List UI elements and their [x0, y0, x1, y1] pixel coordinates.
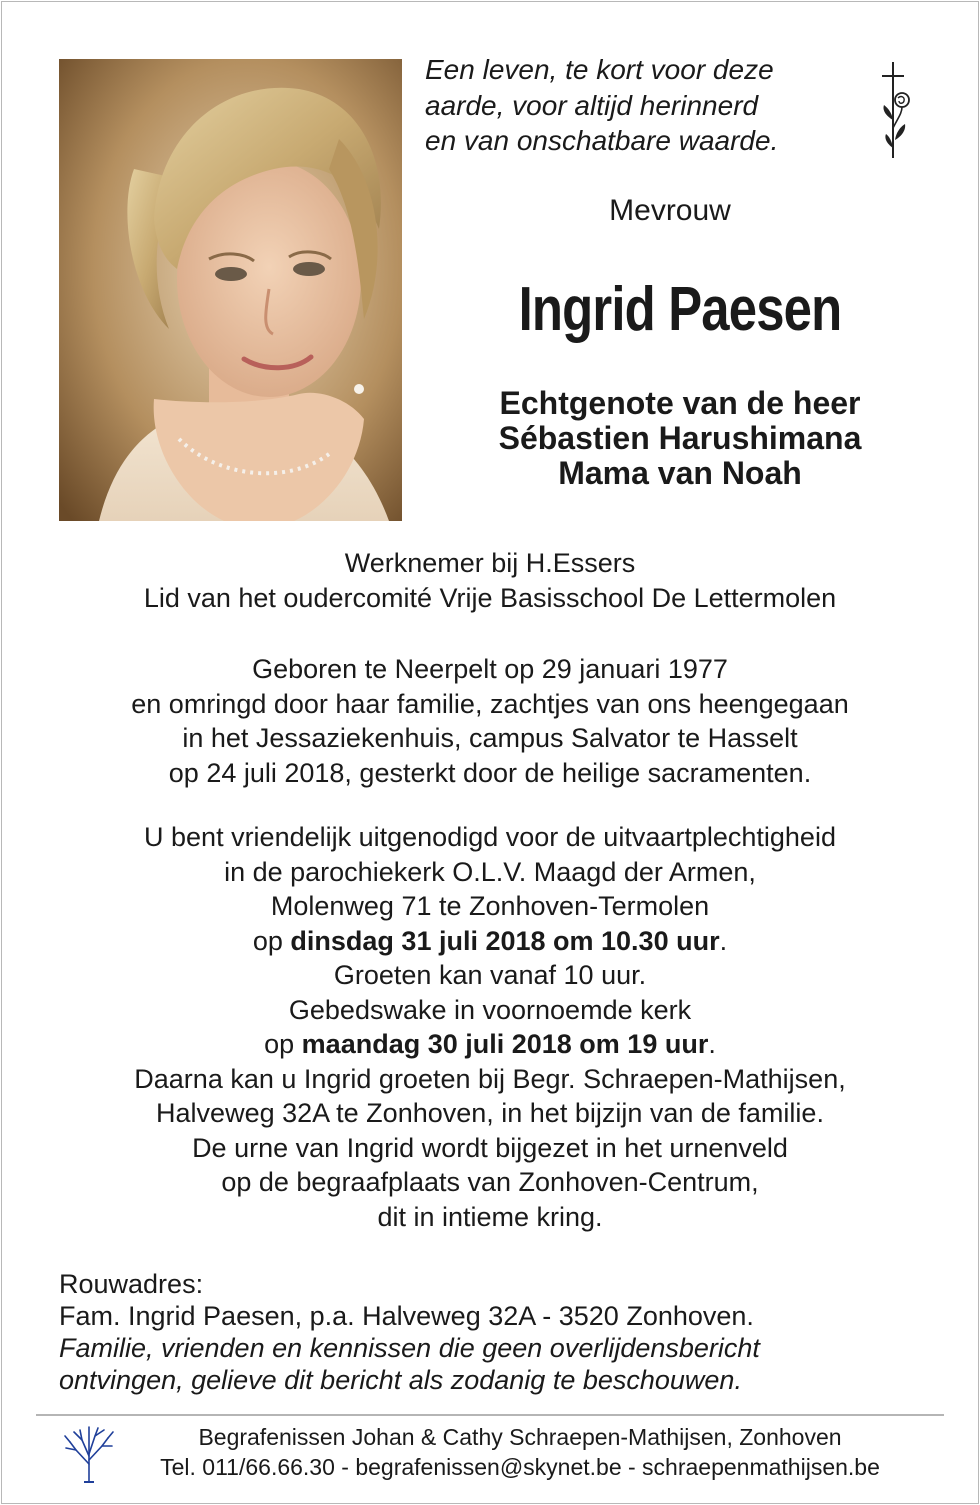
- service-suffix: .: [719, 925, 728, 956]
- wake-prefix: op: [264, 1029, 302, 1059]
- relation-line: Echtgenote van de heer: [499, 385, 861, 421]
- undertaker-contact: Tel. 011/66.66.30 - begrafenissen@skynet.be - schraepenmathijsen.be: [160, 1454, 880, 1480]
- address-label: Rouwadres:: [59, 1269, 204, 1299]
- life-line: op 24 juli 2018, gesterkt door de heilige sacramenten.: [168, 757, 812, 788]
- address-value: Fam. Ingrid Paesen, p.a. Halveweg 32A - 3520 Zonhoven.: [59, 1301, 754, 1331]
- funeral-block: [40, 820, 940, 1234]
- life-line: Geboren te Neerpelt op 29 januari 1977: [252, 654, 728, 684]
- verse-line: en van onschatbare waarde.: [425, 125, 779, 156]
- cross-with-rose-icon: [872, 58, 918, 160]
- funeral-line: De urne van Ingrid wordt bijgezet in het urnenveld: [192, 1132, 788, 1163]
- verse-line: Een leven, te kort voor deze: [425, 54, 774, 85]
- life-line: in het Jessaziekenhuis, campus Salvator te Hasselt: [182, 723, 798, 753]
- undertaker-name: Begrafenissen Johan & Cathy Schraepen-Mathijsen, Zonhoven: [198, 1424, 842, 1450]
- funeral-line: Daarna kan u Ingrid groeten bij Begr. Schraepen-Mathijsen,: [134, 1063, 846, 1094]
- mourning-address-block: [59, 1268, 939, 1396]
- occupation-line: Lid van het oudercomité Vrije Basisschool De Lettermolen: [143, 582, 837, 613]
- tree-logo-icon: [62, 1424, 116, 1484]
- deceased-name: Ingrid Paesen: [518, 275, 842, 344]
- occupation-line: Werknemer bij H.Essers: [344, 548, 636, 578]
- service-prefix: op: [252, 925, 291, 956]
- address-note: Familie, vrienden en kennissen die geen overlijdensbericht: [59, 1333, 760, 1363]
- service-date-line: [40, 924, 940, 959]
- address-note: ontvingen, gelieve dit bericht als zodanig te beschouwen.: [59, 1365, 742, 1395]
- funeral-line: in de parochiekerk O.L.V. Maagd der Armen,: [224, 856, 756, 887]
- verse-line: aarde, voor altijd herinnerd: [425, 89, 759, 121]
- wake-date: maandag 30 juli 2018 om 19 uur: [301, 1029, 709, 1059]
- salutation: Mevrouw: [609, 194, 731, 227]
- funeral-line: U bent vriendelijk uitgenodigd voor de uitvaartplechtigheid: [144, 822, 836, 852]
- memorial-verse: [425, 52, 845, 159]
- relation-line: Mama van Noah: [558, 455, 802, 491]
- wake-suffix: .: [708, 1029, 716, 1059]
- funeral-line: op de begraafplaats van Zonhoven-Centrum,: [221, 1167, 759, 1197]
- life-line: en omringd door haar familie, zachtjes van ons heengegaan: [131, 688, 849, 719]
- wake-date-line: [40, 1027, 940, 1062]
- life-block: [40, 652, 940, 790]
- service-date: dinsdag 31 juli 2018 om 10.30 uur: [290, 925, 720, 956]
- footer-divider: [36, 1414, 944, 1416]
- funeral-line: dit in intieme kring.: [377, 1201, 603, 1232]
- funeral-line: Halveweg 32A te Zonhoven, in het bijzijn van de familie.: [156, 1098, 824, 1128]
- undertaker-footer: [120, 1422, 920, 1482]
- funeral-line: Gebedswake in voornoemde kerk: [288, 994, 692, 1025]
- occupation-block: [40, 546, 940, 615]
- portrait-photo: [59, 59, 402, 521]
- relation-line: Sébastien Harushimana: [498, 420, 862, 456]
- funeral-line: Groeten kan vanaf 10 uur.: [333, 960, 647, 990]
- family-relations: [430, 386, 930, 491]
- funeral-line: Molenweg 71 te Zonhoven-Termolen: [270, 891, 710, 921]
